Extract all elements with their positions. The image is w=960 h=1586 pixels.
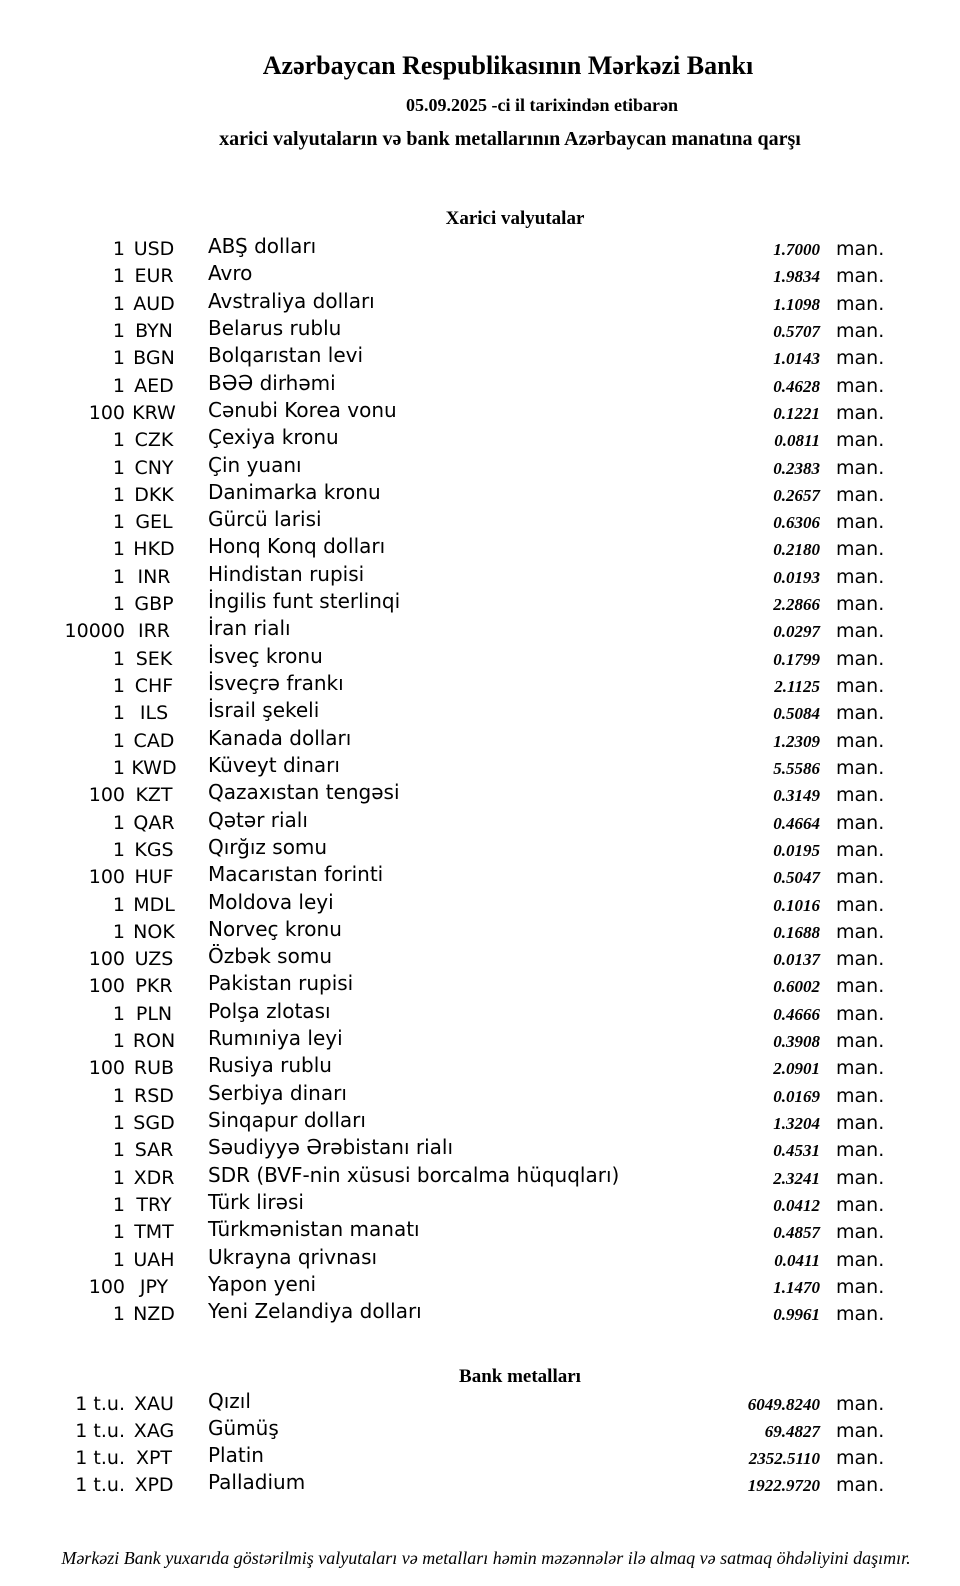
currency-rate: 0.0297 [773,622,820,642]
unit-label: man. [836,1030,885,1053]
currency-row [0,345,884,372]
currency-rate: 0.0193 [773,567,820,587]
currency-row [0,263,884,290]
currency-quantity: 1 [112,920,125,943]
unit-label: man. [836,1193,885,1216]
currency-rate: 0.9961 [773,1305,820,1325]
unit-label: man. [836,729,885,752]
unit-label: man. [836,1057,885,1080]
currency-name: Bolqarıstan levi [208,343,364,368]
metal-quantity: 1 t.u. [75,1419,125,1442]
currency-quantity: 1 [112,1084,125,1107]
currency-quantity: 10000 [64,620,125,643]
metal-rate: 1922.9720 [747,1476,820,1496]
currency-name: Norveç kronu [208,916,342,941]
currency-quantity: 1 [112,292,125,315]
currency-row [0,782,884,809]
currency-rate: 0.4628 [773,376,820,396]
currency-row [0,998,885,1028]
currency-row [0,916,885,946]
currency-code: CAD [133,729,175,752]
currency-rate: 0.2383 [773,458,820,478]
currency-code: CZK [134,429,174,452]
currency-row [0,1028,884,1055]
currency-row [0,643,885,673]
currency-code: JPY [139,1275,169,1298]
unit-label: man. [836,1303,885,1326]
unit-label: man. [836,948,885,971]
currency-name: Qətər rialı [208,807,308,832]
currency-name: Türk lirəsi [208,1189,304,1214]
currency-code: UZS [134,948,174,971]
currency-name: Sinqapur dolları [208,1108,366,1132]
currency-row [0,834,885,864]
unit-label: man. [836,483,885,506]
currency-name: Danimarka kronu [208,479,381,504]
currency-quantity: 100 [88,1057,125,1080]
currency-quantity: 1 [112,1112,125,1134]
currency-name: İsveç kronu [208,643,323,668]
currency-code: XDR [133,1166,175,1189]
currency-row [0,452,885,482]
metal-code: XAU [134,1392,174,1415]
currency-code: HUF [134,866,174,889]
metal-name: Gümüş [208,1415,279,1440]
currency-rate: 0.2657 [773,485,820,505]
currency-name: Honq Konq dolları [208,534,386,559]
metal-row [0,1388,885,1418]
metal-rate: 6049.8240 [747,1394,820,1414]
currency-rate: 0.4664 [773,813,820,833]
currency-quantity: 1 [112,1193,125,1216]
currency-name: Kanada dolları [208,725,352,750]
currency-row [0,591,884,618]
currency-name: Avstraliya dolları [208,288,375,313]
currency-row [0,973,884,1000]
unit-label: man. [836,893,885,916]
unit-label: man. [836,920,885,943]
metal-quantity: 1 t.u. [75,1447,125,1470]
currency-code: SGD [133,1112,175,1134]
currency-row [0,889,885,919]
currency-quantity: 1 [112,593,125,616]
currency-code: AED [134,374,174,397]
currency-name: Polşa zlotası [208,998,331,1023]
metal-row [0,1415,885,1445]
currency-row [0,1189,885,1219]
currency-rate: 0.0195 [773,840,820,860]
currency-code: GEL [135,511,173,534]
currency-row [0,807,885,837]
currency-code: TMT [134,1221,174,1244]
unit-label: man. [836,1002,885,1025]
currency-quantity: 1 [112,238,125,260]
currency-code: IRR [137,620,170,643]
currency-quantity: 1 [112,483,125,506]
currency-name: SDR (BVF-nin xüsusi borcalma hüquqları) [208,1162,620,1187]
currency-quantity: 1 [112,1030,125,1053]
unit-label: man. [836,866,885,889]
currency-rate: 2.3241 [773,1168,820,1188]
unit-label: man. [836,1084,885,1107]
currency-quantity: 1 [112,647,125,670]
currency-quantity: 1 [112,1221,125,1244]
currency-row [0,536,884,563]
currency-rate: 0.1221 [773,403,820,423]
currency-row [0,725,885,755]
unit-label: man. [836,319,885,342]
currency-name: Gürcü larisi [208,507,322,532]
unit-label: man. [836,538,885,561]
currency-code: NOK [133,920,175,943]
currency-rate: 0.4857 [773,1223,820,1243]
currencies-table [0,236,960,1329]
currency-quantity: 100 [88,1275,125,1298]
currency-quantity: 1 [112,319,125,342]
disclaimer-text: Mərkəzi Bank yuxarıda göstərilmiş valyutaları və metalları həmin məzənnələr ilə almaq və satmaq öhdəliyini daşımır. [61,1547,911,1568]
currency-quantity: 1 [112,702,125,725]
unit-label: man. [836,456,885,479]
currency-code: PKR [135,975,173,998]
currency-rate: 0.6002 [773,977,820,997]
currency-code: RSD [134,1084,174,1107]
currency-rate: 0.0411 [774,1250,820,1270]
unit-label: man. [836,238,885,260]
unit-label: man. [836,1221,885,1244]
currency-row [0,315,885,345]
currency-name: Yeni Zelandiya dolları [208,1299,422,1324]
currency-quantity: 1 [112,811,125,834]
currency-name: Rumıniya leyi [208,1026,343,1051]
currency-row [0,946,884,973]
currency-name: Qırğız somu [208,834,328,859]
currency-name: Serbiya dinarı [208,1080,347,1105]
unit-label: man. [836,1275,885,1298]
metal-rate: 69.4827 [764,1421,820,1441]
unit-label: man. [836,565,885,588]
currency-name: Çexiya kronu [208,425,339,450]
unit-label: man. [836,675,885,697]
currency-quantity: 100 [88,784,125,807]
unit-label: man. [836,975,885,998]
metal-code: XPD [134,1474,174,1497]
currency-quantity: 100 [88,866,125,889]
currency-quantity: 100 [88,975,125,998]
currency-name: Cənubi Korea vonu [208,397,397,422]
currency-row [0,752,885,782]
currency-rate: 0.0137 [773,950,820,970]
currency-code: NZD [133,1303,175,1326]
currency-code: UAH [133,1248,175,1271]
currency-name: Macarıstan forinti [208,862,384,887]
unit-label: man. [836,1248,885,1271]
currency-rate: 0.5707 [773,321,820,341]
currency-rate: 0.4531 [773,1141,820,1161]
currency-quantity: 1 [112,756,125,779]
currency-row [0,864,884,891]
currency-row [0,1110,884,1137]
currency-name: Çin yuanı [208,452,302,477]
currency-rate: 0.5084 [773,704,820,724]
currency-row [0,700,884,727]
currency-row [0,618,884,645]
currency-quantity: 1 [112,565,125,588]
currency-row [0,1137,884,1164]
currency-rate: 0.5047 [773,868,820,888]
currency-name: İngilis funt sterlinqi [208,589,401,614]
currency-row [0,1219,884,1246]
currency-code: SEK [135,647,173,670]
currency-rate: 1.3204 [773,1114,820,1133]
currency-row [0,1301,884,1328]
currency-rate: 0.1799 [773,649,820,669]
currency-quantity: 1 [112,429,125,452]
currency-quantity: 1 [112,1166,125,1189]
currency-name: ABŞ dolları [208,234,317,258]
currency-quantity: 1 [112,1303,125,1326]
unit-label: man. [836,811,885,834]
currency-rate: 0.1016 [773,895,820,915]
metals-section-title: Bank metalları [459,1365,581,1387]
metals-table [0,1388,960,1500]
effective-date: 05.09.2025 -ci il tarixindən etibarən [406,95,678,115]
currency-code: EUR [134,265,174,288]
metal-name: Palladium [208,1470,306,1495]
currency-row [0,397,885,427]
currency-rate: 1.1470 [773,1277,820,1297]
currency-code: GBP [134,593,174,616]
currency-row [0,1271,885,1301]
currency-code: HKD [133,538,175,561]
currency-name: Səudiyyə Ərəbistanı rialı [208,1135,454,1160]
currency-code: DKK [134,483,174,506]
currency-code: PLN [135,1002,173,1025]
currency-quantity: 1 [112,893,125,916]
currency-name: İsveçrə frankı [208,671,344,695]
currency-code: TRY [136,1193,172,1216]
unit-label: man. [836,511,885,534]
currency-code: BGN [133,347,175,370]
currency-code: KWD [131,756,177,779]
currency-name: Belarus rublu [208,315,342,340]
metal-code: XAG [133,1419,175,1442]
currency-row [0,561,885,591]
currency-row [0,1055,884,1082]
currency-rate: 0.2180 [773,540,820,560]
unit-label: man. [836,702,885,725]
unit-label: man. [836,1166,885,1189]
currency-row [0,427,884,454]
unit-label: man. [836,265,885,288]
unit-label: man. [836,347,885,370]
unit-label: man. [836,1447,885,1470]
currency-quantity: 100 [88,401,125,424]
currency-row [0,479,885,509]
unit-label: man. [836,1419,885,1442]
currency-name: Avro [208,261,253,286]
currency-quantity: 1 [112,675,125,697]
currency-code: BYN [135,319,173,342]
bank-title: Azərbaycan Respublikasının Mərkəzi Bankı [262,51,754,80]
currency-name: Pakistan rupisi [208,971,354,996]
currency-quantity: 1 [112,838,125,861]
unit-label: man. [836,374,885,397]
currency-row [0,673,884,700]
currency-quantity: 1 [112,729,125,752]
currency-name: Türkmənistan manatı [208,1217,420,1242]
unit-label: man. [836,1112,885,1134]
unit-label: man. [836,1392,885,1415]
currency-code: CNY [134,456,174,479]
currency-rate: 0.4666 [773,1004,820,1024]
currency-name: İran rialı [208,616,291,641]
currency-row [0,509,884,536]
currency-code: QAR [133,811,175,834]
currency-rate: 0.0169 [773,1086,820,1106]
currency-name: Ukrayna qrivnası [208,1244,378,1269]
currency-quantity: 1 [112,538,125,561]
metal-rate: 2352.5110 [748,1449,820,1469]
metal-name: Platin [208,1443,264,1468]
currency-name: Yapon yeni [208,1271,317,1296]
currency-rate: 0.6306 [773,513,820,533]
currencies-section-title: Xarici valyutalar [445,208,585,229]
unit-label: man. [836,1474,885,1497]
unit-label: man. [836,401,885,424]
currency-code: MDL [133,893,175,916]
unit-label: man. [836,292,885,315]
currency-code: KZT [135,784,173,807]
currency-rate: 1.1098 [773,294,820,314]
currency-code: KGS [134,838,174,861]
currency-code: ILS [139,702,169,725]
currency-rate: 0.3149 [773,786,820,806]
metal-quantity: 1 t.u. [75,1392,125,1415]
currency-name: Hindistan rupisi [208,561,365,586]
currency-code: AUD [133,292,175,315]
currency-rate: 1.7000 [773,240,820,259]
currency-rate: 2.1125 [774,677,820,696]
unit-label: man. [836,620,885,643]
currency-rate: 0.3908 [773,1032,820,1052]
currency-name: BƏƏ dirhəmi [208,370,336,395]
currency-rate: 1.9834 [773,267,820,287]
currency-row [0,288,885,318]
currency-row [0,370,885,400]
currency-quantity: 1 [112,1139,125,1162]
unit-label: man. [836,784,885,807]
currency-code: CHF [134,675,174,697]
currency-rate: 0.1688 [773,922,820,942]
currency-rate: 0.0811 [774,431,820,451]
unit-label: man. [836,593,885,616]
currency-name: Küveyt dinarı [208,752,340,777]
currency-quantity: 1 [112,374,125,397]
document-header [0,0,960,152]
currency-name: Qazaxıstan tengəsi [208,780,400,805]
currency-quantity: 1 [112,511,125,534]
currency-name: Moldova leyi [208,889,334,914]
currency-code: RUB [133,1057,175,1080]
metal-code: XPT [135,1447,173,1470]
currency-quantity: 1 [112,456,125,479]
currency-code: SAR [134,1139,174,1162]
currency-rate: 0.0412 [773,1195,820,1215]
currency-name: İsrail şekeli [208,698,320,723]
currency-quantity: 1 [112,1248,125,1271]
metal-quantity: 1 t.u. [75,1474,125,1497]
currency-code: USD [133,238,175,260]
currency-row [0,1162,885,1192]
currency-rate: 2.0901 [773,1059,820,1079]
currency-code: KRW [132,401,176,424]
metal-row [0,1445,884,1472]
currency-code: INR [137,565,171,588]
currency-code: RON [132,1030,176,1053]
currency-row [0,1080,885,1110]
unit-label: man. [836,838,885,861]
currency-row [0,236,884,263]
currency-quantity: 1 [112,1002,125,1025]
unit-label: man. [836,429,885,452]
unit-label: man. [836,756,885,779]
metal-row [0,1472,884,1499]
unit-label: man. [836,647,885,670]
currency-name: Özbək somu [208,944,332,969]
currency-row [0,1244,885,1274]
unit-label: man. [836,1139,885,1162]
currency-rate: 5.5586 [773,758,820,778]
currency-quantity: 1 [112,347,125,370]
currency-rate: 1.2309 [773,731,820,751]
currency-quantity: 1 [112,265,125,288]
currency-rate: 2.2866 [773,595,820,615]
currency-name: Rusiya rublu [208,1053,332,1078]
currency-rate: 1.0143 [773,349,820,369]
currency-quantity: 100 [88,948,125,971]
metal-name: Qızıl [208,1388,251,1413]
document-subtitle: xarici valyutaların və bank metallarının Azərbaycan manatına qarşı [219,128,801,150]
